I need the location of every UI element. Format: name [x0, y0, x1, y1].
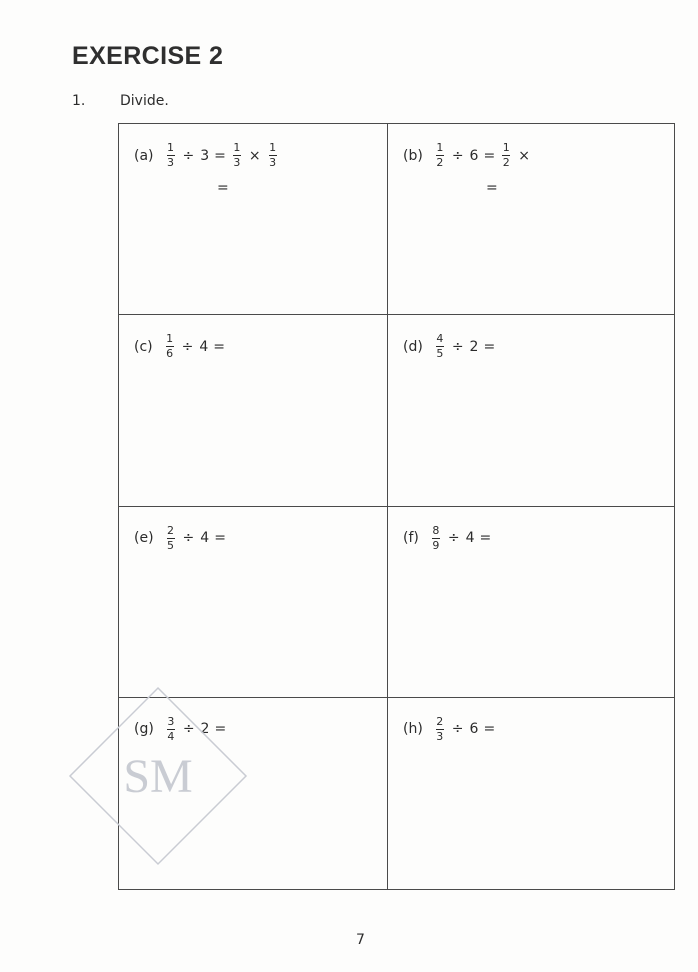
dividend-fraction: $\frac{2}{3}$ — [436, 714, 444, 743]
divide-sign: ÷ — [451, 721, 464, 738]
problem-a-cell[interactable] — [119, 124, 388, 315]
problem-g-cell[interactable] — [119, 698, 388, 889]
problem-b-cell[interactable] — [388, 124, 674, 315]
dividend-fraction: $\frac{1}{2}$ — [436, 141, 444, 170]
multiply-sign: × — [518, 147, 530, 164]
dividend-fraction: $\frac{1}{3}$ — [167, 141, 175, 170]
problem-f-expression — [403, 525, 491, 552]
second-equals-sign: = — [486, 180, 498, 196]
problem-b-expression — [403, 142, 531, 169]
dividend-fraction: $\frac{1}{6}$ — [166, 332, 174, 361]
reciprocal-step-fraction-1: $\frac{1}{2}$ — [502, 141, 510, 170]
divisor: 3 — [200, 147, 210, 164]
divide-sign: ÷ — [451, 147, 464, 164]
svg-text:SM: SM — [123, 750, 193, 803]
exercise-title: EXERCISE 2 — [72, 42, 224, 70]
problem-label: (e) — [134, 530, 154, 547]
equals-sign: = — [213, 338, 226, 355]
divisor: 4 — [200, 530, 210, 547]
problem-c-expression — [134, 333, 225, 360]
divide-sign: ÷ — [182, 721, 195, 738]
problem-e-cell[interactable] — [119, 507, 388, 698]
divide-sign: ÷ — [182, 147, 195, 164]
dividend-fraction: $\frac{4}{5}$ — [436, 332, 444, 361]
divide-sign: ÷ — [451, 338, 464, 355]
divisor: 6 — [469, 147, 479, 164]
divisor: 4 — [465, 530, 475, 547]
question-instruction: Divide. — [120, 93, 169, 109]
problems-grid — [118, 123, 675, 890]
problem-label: (d) — [403, 338, 423, 355]
problem-label: (h) — [403, 721, 423, 738]
dividend-fraction: $\frac{8}{9}$ — [432, 523, 440, 552]
equals-sign: = — [214, 530, 226, 547]
equals-sign: = — [483, 147, 496, 164]
multiply-sign: × — [248, 147, 261, 164]
equals-sign: = — [479, 530, 492, 547]
equals-sign: = — [483, 338, 496, 355]
problem-g-expression — [134, 716, 226, 743]
problem-d-expression — [403, 333, 495, 360]
reciprocal-step-fraction-2: $\frac{1}{3}$ — [269, 141, 277, 170]
problem-a-expression — [134, 142, 279, 169]
problem-label: (g) — [134, 721, 154, 738]
divisor: 6 — [469, 721, 479, 738]
equals-sign: = — [214, 721, 227, 738]
dividend-fraction: $\frac{2}{5}$ — [167, 523, 175, 552]
divide-sign: ÷ — [182, 530, 195, 547]
problem-e-expression — [134, 525, 226, 552]
problem-d-cell[interactable] — [388, 315, 674, 506]
page-number: 7 — [356, 932, 365, 948]
problem-label: (f) — [403, 530, 419, 547]
problem-label: (c) — [134, 338, 153, 355]
second-equals-sign: = — [217, 180, 229, 196]
divide-sign: ÷ — [447, 530, 460, 547]
dividend-fraction: $\frac{3}{4}$ — [167, 714, 175, 743]
reciprocal-step-fraction-1: $\frac{1}{3}$ — [233, 141, 241, 170]
divide-sign: ÷ — [181, 338, 194, 355]
problem-h-expression — [403, 716, 495, 743]
divisor: 2 — [469, 338, 479, 355]
problem-h-cell[interactable] — [388, 698, 674, 889]
divisor: 2 — [200, 721, 210, 738]
problem-label: (a) — [134, 147, 154, 164]
problem-label: (b) — [403, 147, 423, 164]
question-number: 1. — [72, 93, 86, 109]
equals-sign: = — [483, 721, 496, 738]
divisor: 4 — [199, 338, 209, 355]
equals-sign: = — [214, 147, 226, 164]
problem-f-cell[interactable] — [388, 507, 674, 698]
problem-c-cell[interactable] — [119, 315, 388, 506]
